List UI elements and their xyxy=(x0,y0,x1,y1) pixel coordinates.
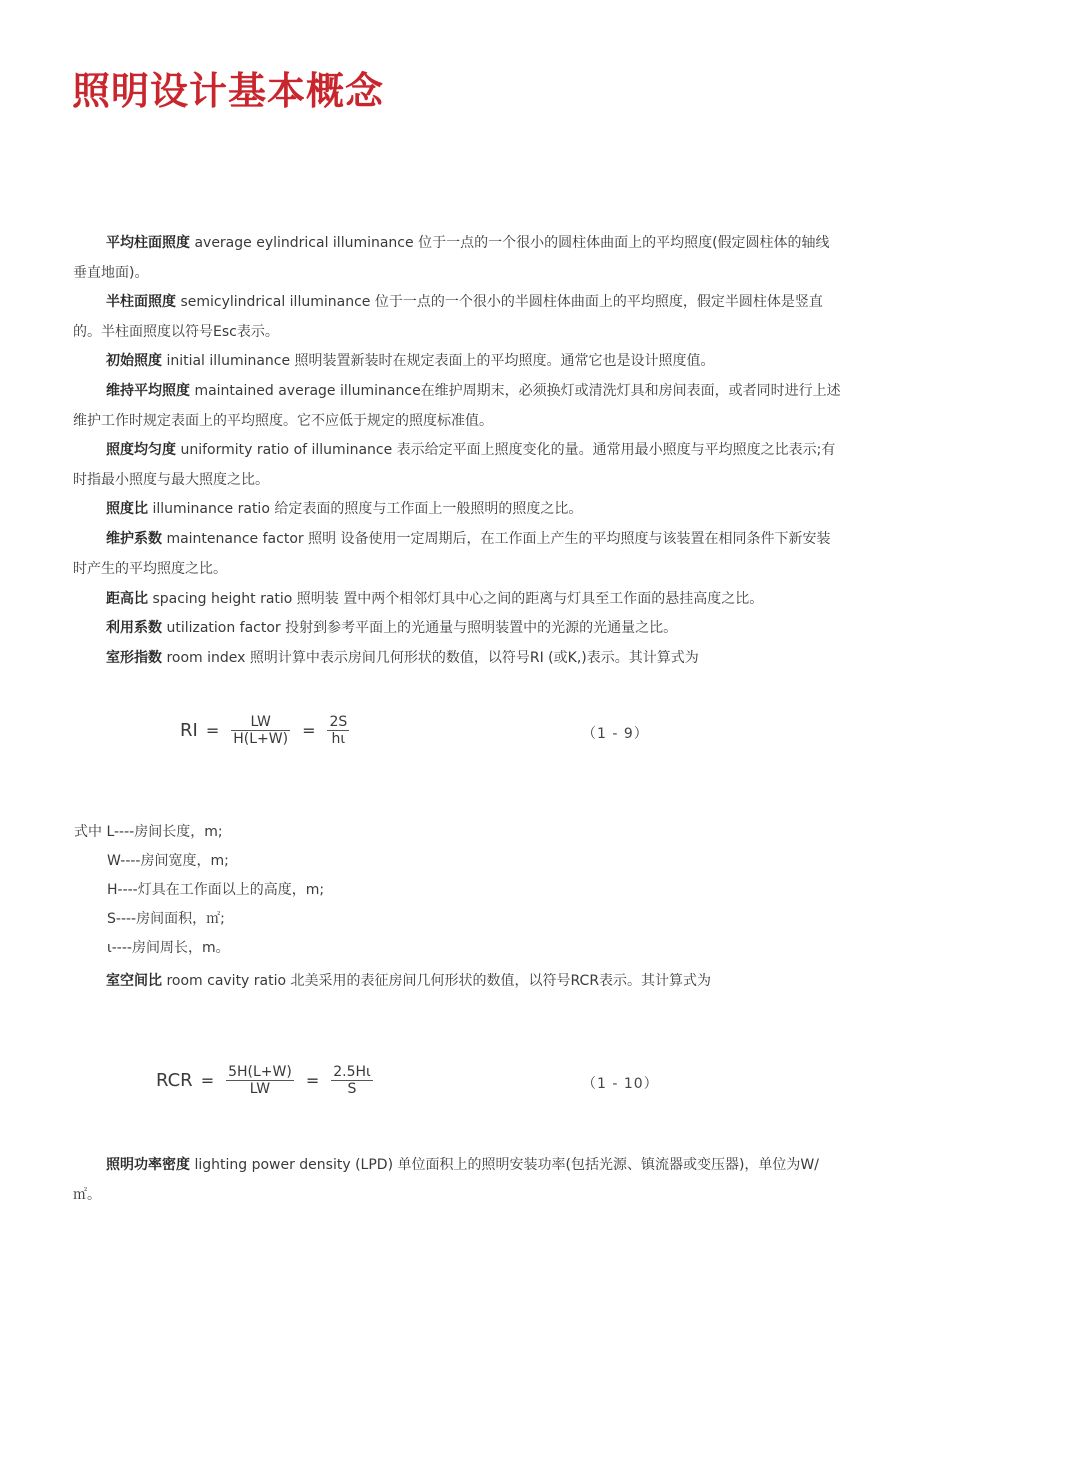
definition-text: semicylindrical illuminance 位于一点的一个很小的半圆柱体曲面上的平均照度，假定半圆柱体是竖直的。半柱面照度以符号Esc表示。 xyxy=(73,294,823,340)
term-label: 半柱面照度 xyxy=(106,294,176,310)
term-label: 室形指数 xyxy=(106,650,162,666)
definition-text: utilization factor 投射到参考平面上的光通量与照明装置中的光源的光通量之比。 xyxy=(162,620,678,636)
definition-spacing-height-ratio xyxy=(73,585,843,615)
fraction xyxy=(327,714,349,747)
fraction xyxy=(331,1064,373,1097)
equation-number: （1 - 9） xyxy=(582,726,649,742)
formula-room-index xyxy=(180,714,355,747)
numerator: LW xyxy=(250,714,271,730)
page-title: 照明设计基本概念 xyxy=(72,69,385,113)
definition-text: maintenance factor 照明 设备使用一定周期后，在工作面上产生的平均照度与该装置在相同条件下新安装时产生的平均照度之比。 xyxy=(73,531,831,577)
term-label: 照度均匀度 xyxy=(106,442,176,458)
denominator: hι xyxy=(331,731,346,747)
definition-initial-illuminance xyxy=(73,347,843,377)
definition-utilization-factor xyxy=(73,614,843,644)
definition-room-index xyxy=(73,644,843,674)
equals-sign: = xyxy=(200,1071,215,1090)
definition-text: room cavity ratio 北美采用的表征房间几何形状的数值，以符号RCR表示。其计算式为 xyxy=(162,973,712,989)
term-label: 维持平均照度 xyxy=(106,383,190,399)
numerator: 2S xyxy=(329,714,348,730)
variable-line: H----灯具在工作面以上的高度，m; xyxy=(107,882,325,898)
definition-average-cylindrical-illuminance xyxy=(73,229,843,288)
definition-text: initial illuminance 照明装置新装时在规定表面上的平均照度。通常它也是设计照度值。 xyxy=(162,353,715,369)
variable-line: W----房间宽度，m; xyxy=(107,853,229,869)
definition-text: uniformity ratio of illuminance 表示给定平面上照度变化的量。通常用最小照度与平均照度之比表示;有时指最小照度与最大照度之比。 xyxy=(73,442,836,488)
fraction xyxy=(231,714,290,747)
term-label: 照度比 xyxy=(106,501,148,517)
term-label: 平均柱面照度 xyxy=(106,235,190,251)
term-label: 距高比 xyxy=(106,591,148,607)
definition-semicylindrical-illuminance xyxy=(73,288,843,347)
definition-text: room index 照明计算中表示房间几何形状的数值，以符号RI (或K,)表示。其计算式为 xyxy=(162,650,699,666)
term-label: 维护系数 xyxy=(106,531,162,547)
definition-illuminance-ratio xyxy=(73,495,843,525)
term-label: 室空间比 xyxy=(106,973,162,989)
numerator: 2.5Hι xyxy=(333,1064,371,1080)
definition-lighting-power-density xyxy=(73,1151,843,1210)
definition-text: maintained average illuminance在维护周期末，必须换灯或清洗灯具和房间表面，或者同时进行上述维护工作时规定表面上的平均照度。它不应低于规定的照度标准值。 xyxy=(73,383,841,429)
definition-text: average eylindrical illuminance 位于一点的一个很小的圆柱体曲面上的平均照度(假定圆柱体的轴线垂直地面)。 xyxy=(73,235,830,281)
formula-lhs: RI xyxy=(180,720,198,741)
variable-line: 式中 L----房间长度，m; xyxy=(74,824,223,840)
numerator: 5H(L+W) xyxy=(228,1064,292,1080)
equals-sign: = xyxy=(305,1071,320,1090)
denominator: H(L+W) xyxy=(233,731,289,747)
term-label: 利用系数 xyxy=(106,620,162,636)
definition-text: illuminance ratio 给定表面的照度与工作面上一般照明的照度之比。 xyxy=(148,501,583,517)
term-label: 初始照度 xyxy=(106,353,162,369)
equals-sign: = xyxy=(205,721,220,740)
fraction xyxy=(226,1064,294,1097)
definition-room-cavity-ratio xyxy=(73,967,843,997)
formula-room-cavity-ratio xyxy=(156,1064,379,1097)
term-label: 照明功率密度 xyxy=(106,1157,190,1173)
denominator: S xyxy=(347,1081,357,1097)
definition-text: lighting power density (LPD) 单位面积上的照明安装功率(包括光源、镇流器或变压器)，单位为W/㎡。 xyxy=(73,1157,819,1203)
definition-text: spacing height ratio 照明装 置中两个相邻灯具中心之间的距离与灯具至工作面的悬挂高度之比。 xyxy=(148,591,764,607)
variable-line: ι----房间周长，m。 xyxy=(107,940,230,956)
denominator: LW xyxy=(249,1081,271,1097)
equation-number: （1 - 10） xyxy=(582,1076,659,1092)
definition-uniformity-ratio xyxy=(73,436,843,495)
formula-lhs: RCR xyxy=(156,1070,193,1091)
definition-maintained-average-illuminance xyxy=(73,377,843,436)
equals-sign: = xyxy=(302,721,316,740)
variable-line: S----房间面积，㎡; xyxy=(107,911,225,927)
definition-maintenance-factor xyxy=(73,525,843,584)
